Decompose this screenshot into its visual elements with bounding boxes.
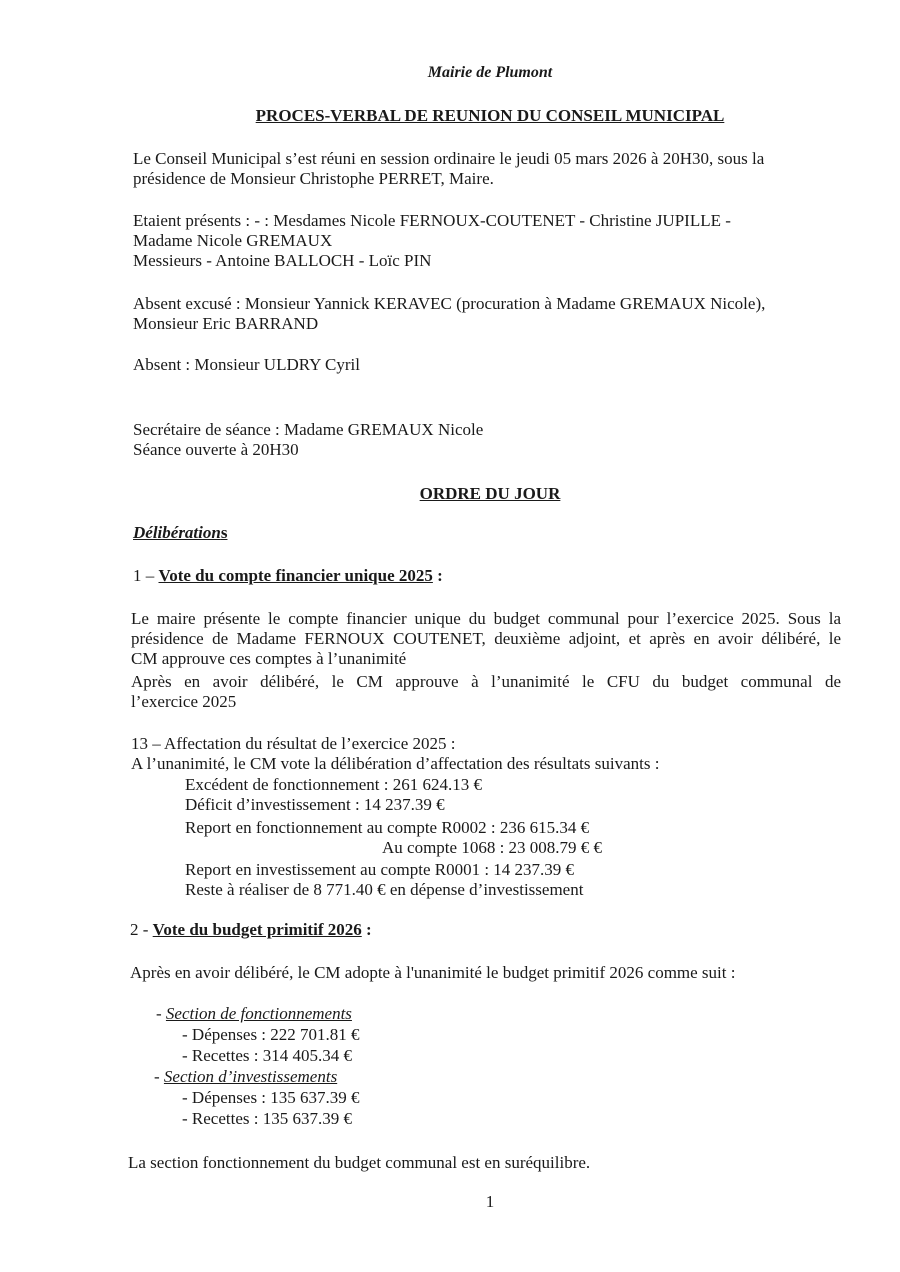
document-title: PROCES-VERBAL DE REUNION DU CONSEIL MUNICIPAL	[255, 106, 725, 125]
item-13-line: Au compte 1068 : 23 008.79 € €	[382, 838, 603, 857]
item-2-intro: Après en avoir délibéré, le CM adopte à l'unanimité le budget primitif 2026 comme suit :	[130, 963, 736, 982]
fonctionnement-depenses: - Dépenses : 222 701.81 €	[182, 1025, 360, 1044]
section-investissement-heading	[154, 1067, 337, 1087]
deliberations-heading	[133, 523, 227, 543]
absent-line: Absent : Monsieur ULDRY Cyril	[133, 355, 360, 374]
item-1-p1-line-1: Le maire présente le compte financier unique du budget communal pour l’exercice 2025. Sous la	[131, 609, 841, 628]
section-investissement-title: Section d’investissements	[163, 1067, 338, 1086]
excuse-line-1: Absent excusé : Monsieur Yannick KERAVEC (procuration à Madame GREMAUX Nicole),	[133, 294, 766, 313]
item-1-p2-line-1: Après en avoir délibéré, le CM approuve à l’unanimité le CFU du budget communal de	[131, 672, 841, 691]
deliberations-heading-s: s	[220, 523, 228, 542]
item-1-prefix: 1 –	[133, 566, 159, 585]
item-1-heading	[133, 566, 443, 586]
item-1-p1-line-2: présidence de Madame FERNOUX COUTENET, deuxième adjoint, et après en avoir délibéré, le	[131, 629, 841, 648]
present-line-2: Madame Nicole GREMAUX	[133, 231, 333, 250]
excuse-line-2: Monsieur Eric BARRAND	[133, 314, 319, 333]
section-fonctionnement-dash: -	[156, 1004, 166, 1023]
item-13-line: Report en investissement au compte R0001 : 14 237.39 €	[185, 860, 575, 879]
item-1-suffix: :	[432, 566, 443, 585]
mairie-header: Mairie de Plumont	[427, 64, 553, 81]
item-2-suffix: :	[361, 920, 372, 939]
item-1-title: Vote du compte financier unique 2025	[158, 566, 433, 585]
section-fonctionnement-title: Section de fonctionnements	[165, 1004, 352, 1023]
conclusion-line: La section fonctionnement du budget communal est en suréquilibre.	[128, 1153, 591, 1172]
present-line-3: Messieurs - Antoine BALLOCH - Loïc PIN	[133, 251, 432, 270]
ouverture-line: Séance ouverte à 20H30	[133, 440, 299, 459]
ordre-du-jour-title: ORDRE DU JOUR	[419, 484, 561, 503]
item-13-intro: A l’unanimité, le CM vote la délibération d’affectation des résultats suivants :	[131, 754, 660, 773]
investissement-recettes: - Recettes : 135 637.39 €	[182, 1109, 352, 1128]
item-1-p2-line-2: l’exercice 2025	[131, 692, 237, 711]
item-1-p1-line-3: CM approuve ces comptes à l’unanimité	[131, 649, 407, 668]
item-13-heading: 13 – Affectation du résultat de l’exercice 2025 :	[131, 734, 456, 753]
investissement-depenses: - Dépenses : 135 637.39 €	[182, 1088, 360, 1107]
item-2-prefix: 2 -	[130, 920, 153, 939]
item-2-heading	[130, 920, 372, 940]
item-13-line: Report en fonctionnement au compte R0002 : 236 615.34 €	[185, 818, 590, 837]
item-13-line: Excédent de fonctionnement : 261 624.13 €	[185, 775, 482, 794]
secretaire-line: Secrétaire de séance : Madame GREMAUX Nicole	[133, 420, 484, 439]
page-number: 1	[485, 1192, 495, 1211]
item-2-title: Vote du budget primitif 2026	[152, 920, 362, 939]
intro-line-1: Le Conseil Municipal s’est réuni en session ordinaire le jeudi 05 mars 2026 à 20H30, sous la	[133, 149, 765, 168]
item-13-line: Déficit d’investissement : 14 237.39 €	[185, 795, 445, 814]
section-fonctionnement-heading	[156, 1004, 352, 1024]
item-13-line: Reste à réaliser de 8 771.40 € en dépense d’investissement	[185, 880, 584, 899]
fonctionnement-recettes: - Recettes : 314 405.34 €	[182, 1046, 352, 1065]
section-investissement-dash: -	[154, 1067, 164, 1086]
intro-line-2: présidence de Monsieur Christophe PERRET, Maire.	[133, 169, 494, 188]
deliberations-heading-main: Délibération	[133, 523, 221, 542]
present-line-1: Etaient présents : - : Mesdames Nicole FERNOUX-COUTENET - Christine JUPILLE -	[133, 211, 731, 230]
